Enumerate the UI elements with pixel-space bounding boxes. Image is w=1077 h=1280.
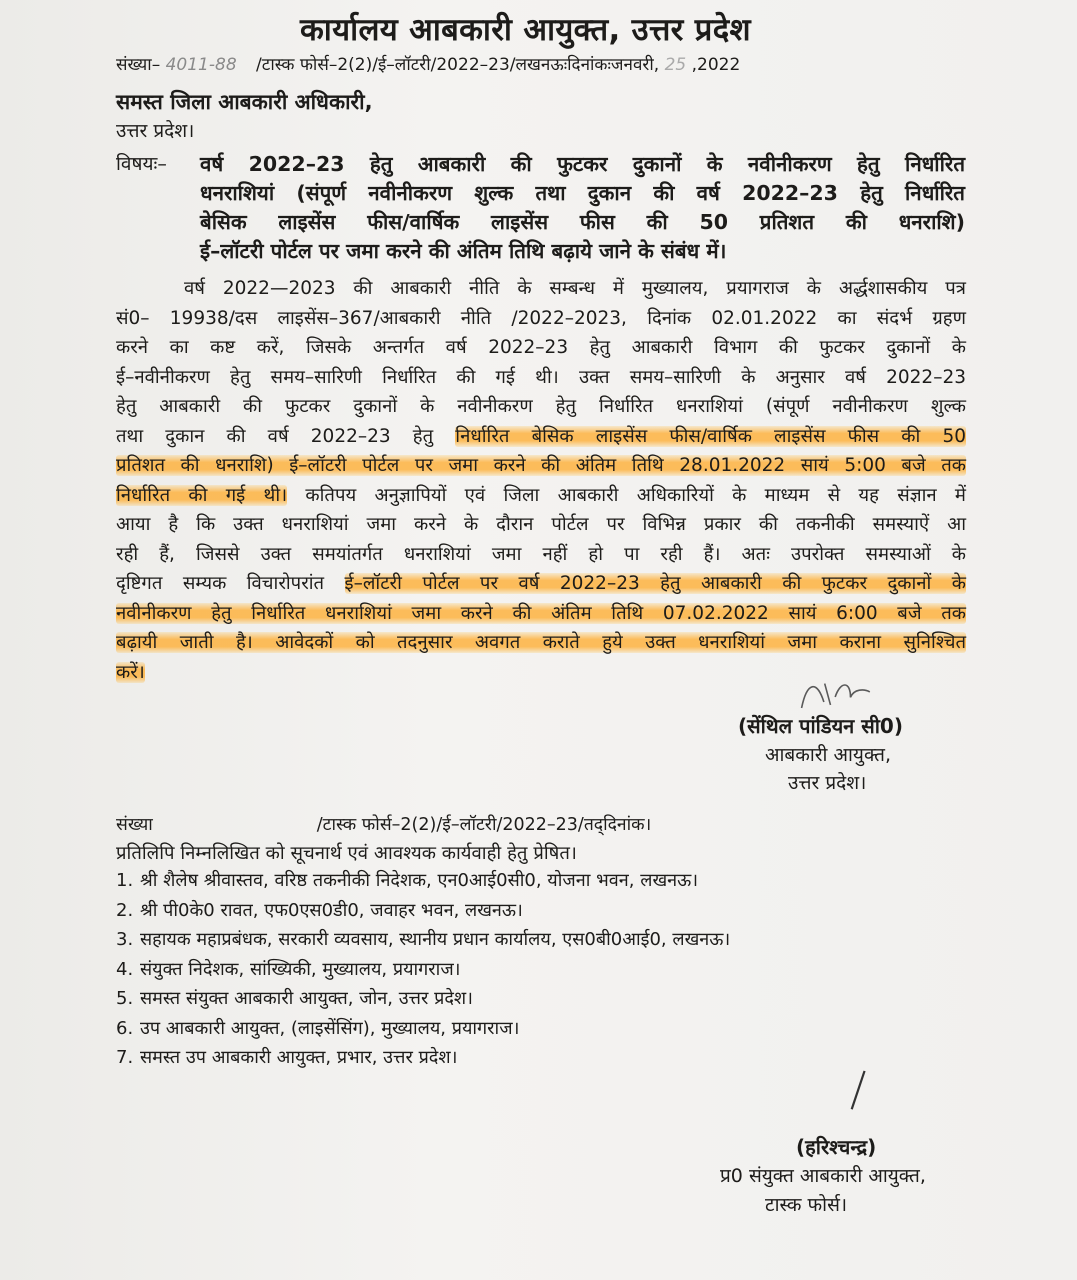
list-item: 3. सहायक महाप्रबंधक, सरकारी व्यवसाय, स्थानीय प्रधान कार्यालय, एस0बी0आई0, लखनऊ।: [116, 929, 731, 950]
signatory-1-name: (सेंथिल पांडियन सी0): [738, 714, 903, 738]
body-line: रही हैं, जिससे उक्त समयांतर्गत धनराशियां जमा नहीं हो पा रही हैं। अतः उपरोक्त समस्याओं के: [116, 543, 966, 565]
subject-line: ई–लॉटरी पोर्टल पर जमा करने की अंतिम तिथि बढ़ाये जाने के संबंध में।: [200, 239, 727, 263]
highlighted-text: बढ़ायी जाती है। आवेदकों को तदनुसार अवगत कराते हुये उक्त धनराशियां जमा कराना सुनिश्चित: [116, 632, 966, 653]
endorsement-reference: [116, 812, 651, 836]
endorsement-ref-prefix: संख्या: [116, 815, 153, 835]
signature-mark-2: [837, 1064, 877, 1129]
list-item: 4. संयुक्त निदेशक, सांख्यिकी, मुख्यालय, प्रयागराज।: [116, 958, 461, 980]
signatory-2-name: (हरिश्चन्द्र): [796, 1135, 877, 1159]
body-line: सं0– 19938/दस लाइसेंस–367/आबकारी नीति /2022–2023, दिनांक 02.01.2022 का संदर्भ ग्रहण: [116, 307, 966, 329]
body-line: [116, 481, 966, 511]
highlighted-text: निर्धारित की गई थी।: [116, 484, 288, 506]
body-line: [116, 451, 966, 481]
body-line: [116, 569, 966, 599]
endorsement-ref-rest: /टास्क फोर्स–2(2)/ई–लॉटरी/2022–23/तद्‌दिनांक।: [316, 815, 652, 835]
signatory-1-state: उत्तर प्रदेश।: [788, 772, 867, 794]
list-item: 2. श्री पी0के0 रावत, एफ0एस0डी0, जवाहर भवन, लखनऊ।: [116, 899, 523, 921]
body-line: [116, 628, 966, 658]
body-text: दृष्टिगत सम्यक विचारोपरांत: [116, 573, 325, 594]
body-line: करने का कष्ट करें, जिसके अन्तर्गत वर्ष 2022–23 हेतु आबकारी विभाग की फुटकर दुकानों के: [116, 337, 966, 358]
recipient-list: [116, 866, 730, 1073]
body-paragraph: [116, 274, 966, 687]
subject-text: [200, 150, 965, 266]
highlighted-text: करें।: [116, 661, 145, 683]
body-text: कतिपय अनुज्ञापियों एवं जिला आबकारी अधिकारियों के माध्यम से यह संज्ञान में: [305, 484, 966, 506]
body-line: [116, 599, 966, 629]
ref-middle: /टास्क फोर्स–2(2)/ई–लॉटरी/2022–23/लखनऊःदिनांकःजनवरी,: [256, 55, 660, 75]
ref-handwritten-number: 4011-88: [165, 55, 237, 75]
highlighted-text: प्रतिशत की धनराशि) ई–लॉटरी पोर्टल पर जमा करने की अंतिम तिथि 28.01.2022 सायं 5:00 बजे तक: [116, 455, 966, 476]
signatory-2-dept: टास्क फोर्स।: [765, 1194, 848, 1216]
addressee-line-2: उत्तर प्रदेश।: [116, 120, 195, 142]
body-line: ई–नवीनीकरण हेतु समय–सारिणी निर्धारित की गई थी। उक्त समय–सारिणी के अनुसार वर्ष 2022–23: [116, 366, 966, 388]
list-item: 5. समस्त संयुक्त आबकारी आयुक्त, जोन, उत्तर प्रदेश।: [116, 988, 473, 1009]
highlighted-text: नवीनीकरण हेतु निर्धारित धनराशियां जमा करने की अंतिम तिथि 07.02.2022 सायं 6:00 बजे तक: [116, 602, 966, 624]
highlighted-text: ई–लॉटरी पोर्टल पर वर्ष 2022–23 हेतु आबकारी की फुटकर दुकानों के: [344, 573, 966, 594]
signatory-1-designation: आबकारी आयुक्त,: [765, 744, 892, 766]
ref-year: ,2022: [691, 55, 741, 75]
subject-label: विषयः–: [116, 153, 167, 175]
reference-line: [116, 52, 740, 75]
copy-to-text: प्रतिलिपि निम्नलिखित को सूचनार्थ एवं आवश्यक कार्यवाही हेतु प्रेषित।: [116, 843, 577, 864]
ref-prefix: संख्या–: [116, 55, 161, 75]
list-item: 7. समस्त उप आबकारी आयुक्त, प्रभार, उत्तर प्रदेश।: [116, 1047, 458, 1068]
subject-line: धनराशियां (संपूर्ण नवीनीकरण शुल्क तथा दुकान की वर्ष 2022–23 हेतु निर्धारित: [200, 181, 965, 205]
subject-line: वर्ष 2022–23 हेतु आबकारी की फुटकर दुकानों के नवीनीकरण हेतु निर्धारित: [200, 152, 965, 176]
office-title: कार्यालय आबकारी आयुक्त, उत्तर प्रदेश: [300, 12, 751, 48]
body-line: वर्ष 2022—2023 की आबकारी नीति के सम्बन्ध में मुख्यालय, प्रयागराज के अर्द्धशासकीय पत्र: [184, 278, 966, 299]
subject-line: बेसिक लाइसेंस फीस/वार्षिक लाइसेंस फीस की 50 प्रतिशत की धनराशि): [200, 210, 965, 234]
body-line: हेतु आबकारी की फुटकर दुकानों के नवीनीकरण हेतु निर्धारित धनराशियां (संपूर्ण नवीनीकरण शुल्क: [116, 396, 966, 417]
body-line: [116, 422, 966, 452]
ref-handwritten-date: 25: [664, 55, 687, 75]
body-text: तथा दुकान की वर्ष 2022–23 हेतु: [116, 425, 434, 447]
highlighted-text: निर्धारित बेसिक लाइसेंस फीस/वार्षिक लाइसेंस फीस की 50: [455, 425, 966, 447]
signature-stroke-icon: [839, 1064, 877, 1118]
list-item: 6. उप आबकारी आयुक्त, (लाइसेंसिंग), मुख्यालय, प्रयागराज।: [116, 1017, 520, 1039]
addressee-line-1: समस्त जिला आबकारी अधिकारी,: [116, 90, 373, 114]
body-line: आया है कि उक्त धनराशियां जमा करने के दौरान पोर्टल पर विभिन्न प्रकार की तकनीकी समस्याऐं आ: [116, 514, 966, 535]
list-item: 1. श्री शैलेष श्रीवास्तव, वरिष्ठ तकनीकी निदेशक, एन0आई0सी0, योजना भवन, लखनऊ।: [116, 870, 699, 891]
signatory-2-designation: प्र0 संयुक्त आबकारी आयुक्त,: [720, 1165, 926, 1187]
